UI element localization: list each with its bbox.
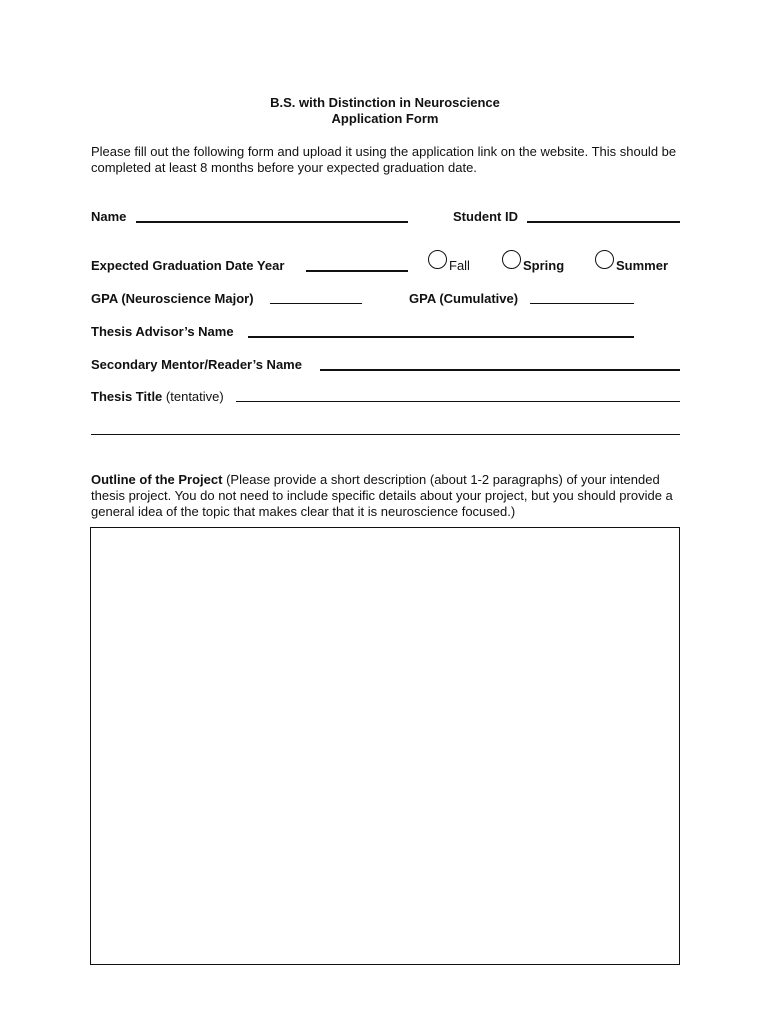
student-id-label: Student ID — [453, 209, 518, 224]
thesis-title-label — [91, 389, 224, 405]
fall-radio[interactable] — [428, 250, 447, 269]
thesis-title-field[interactable] — [236, 401, 680, 402]
thesis-title-field-line2[interactable] — [91, 434, 680, 435]
spring-option-label: Spring — [523, 258, 565, 273]
thesis-title-note: (tentative) — [165, 389, 224, 404]
mentor-label: Secondary Mentor/Reader’s Name — [91, 357, 302, 372]
form-subtitle: Application Form — [331, 111, 439, 126]
outline-description: (Please provide a short description (about 1-2 paragraphs) of your intended thesis project. You do not need to include specific details about your project, but you should provide a general idea of the topic that makes clear that it is neuroscience focused.) — [91, 472, 673, 519]
graduation-label: Expected Graduation Date Year — [91, 258, 285, 273]
outline-instructions — [91, 472, 681, 520]
gpa-cumulative-field[interactable] — [530, 303, 634, 304]
name-label: Name — [91, 209, 127, 224]
advisor-label: Thesis Advisor’s Name — [91, 324, 234, 339]
form-title: B.S. with Distinction in Neuroscience — [270, 95, 500, 110]
outline-heading: Outline of the Project — [91, 472, 223, 487]
name-field[interactable] — [136, 221, 408, 223]
thesis-title-label-text: Thesis Title — [91, 389, 163, 404]
fall-option-label: Fall — [449, 258, 470, 273]
gpa-cumulative-label: GPA (Cumulative) — [409, 291, 519, 306]
mentor-field[interactable] — [320, 369, 680, 371]
advisor-field[interactable] — [248, 336, 634, 338]
spring-radio[interactable] — [502, 250, 521, 269]
student-id-field[interactable] — [527, 221, 680, 223]
summer-option-label: Summer — [616, 258, 669, 273]
summer-radio[interactable] — [595, 250, 614, 269]
gpa-major-label: GPA (Neuroscience Major) — [91, 291, 254, 306]
gpa-major-field[interactable] — [270, 303, 362, 304]
graduation-year-field[interactable] — [306, 270, 408, 272]
intro-text: Please fill out the following form and upload it using the application link on the website. This should be completed at least 8 months before your expected graduation date. — [91, 144, 677, 175]
outline-textbox[interactable] — [90, 527, 680, 965]
